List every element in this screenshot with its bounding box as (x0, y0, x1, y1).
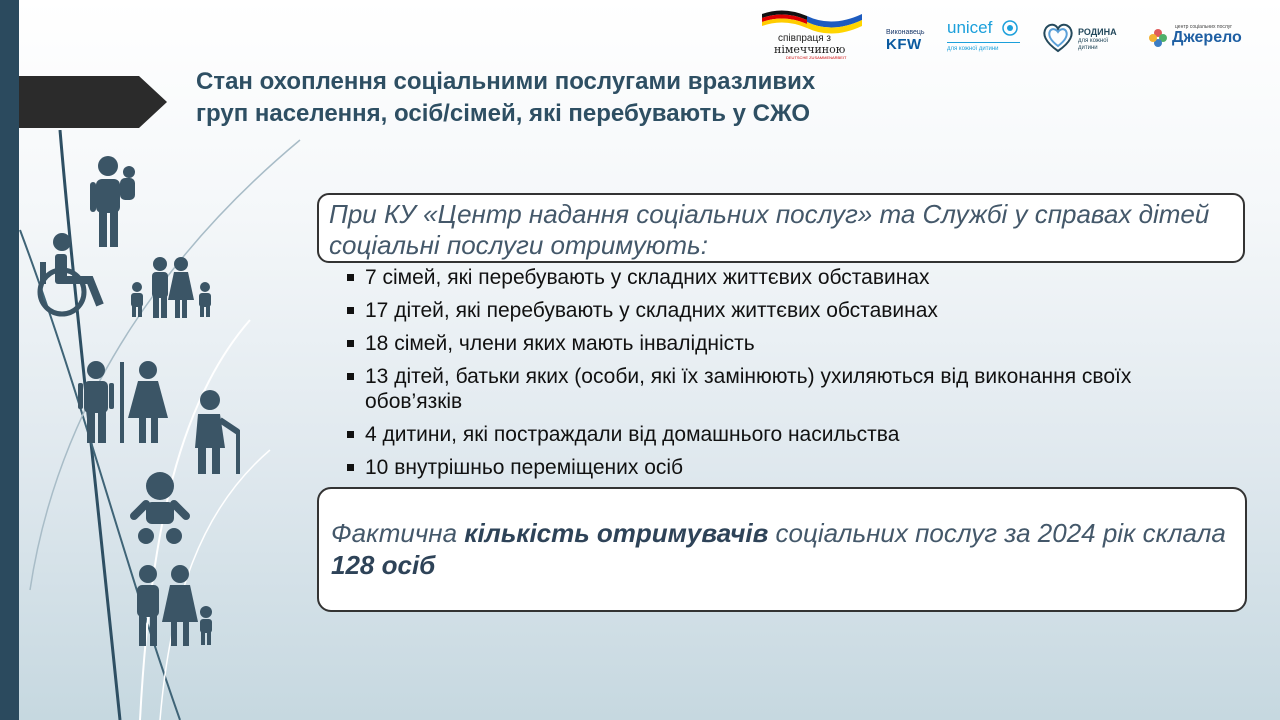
list-item: 17 дітей, які перебувають у складних життєвих обставинах (347, 298, 1227, 323)
kfw-logo-caption: Виконавець (886, 29, 925, 36)
unicef-logo-name: unicef (947, 18, 993, 37)
rodyna-logo-name: РОДИНА (1078, 27, 1117, 37)
list-item: 18 сімей, члени яких мають інвалідність (347, 331, 1227, 356)
adult-with-baby-icon (90, 156, 135, 247)
title-line-1: Стан охоплення соціальними послугами вразливих (196, 68, 816, 95)
summary-bold-recipients: кількість отримувачів (464, 518, 769, 548)
recipients-list (347, 265, 1227, 488)
baby-icon (134, 472, 186, 544)
elderly-person-with-cane-icon (195, 390, 240, 474)
germany-logo-line1: співпраця з (778, 33, 831, 44)
title-line-2: груп населення, осіб/сімей, які перебувають у СЖО (196, 100, 811, 127)
dzherelo-logo-caption: центр соціальних послуг (1175, 24, 1233, 30)
partner-logos (756, 0, 1276, 60)
list-item: 10 внутрішньо переміщених осіб (347, 455, 1227, 480)
intro-text: При КУ «Центр надання соціальних послуг» та Службі у справах дітей соціальні послуги отримують: (329, 199, 1210, 260)
list-item: 13 дітей, батьки яких (особи, які їх замінюють) ухиляються від виконання своїх обов’язків (347, 364, 1227, 414)
summary-box (317, 487, 1247, 612)
unicef-logo-tagline: для кожної дитини (947, 46, 999, 52)
intro-box (317, 193, 1245, 263)
summary-part-1: Фактична (331, 518, 465, 548)
germany-logo-line2: німеччиною (774, 43, 846, 56)
dzherelo-logo-name: Джерело (1172, 29, 1242, 46)
wheelchair-user-icon (40, 233, 100, 314)
germany-logo-line3: DEUTSCHE ZUSAMMENARBEIT (786, 55, 847, 60)
unicef-globe-icon (1002, 20, 1018, 36)
unicef-logo-divider (947, 42, 1020, 43)
heart-icon (1041, 20, 1075, 54)
restroom-man-woman-icon (78, 361, 168, 443)
summary-text (331, 517, 1233, 581)
family-with-children-icon (131, 257, 211, 318)
summary-bold-total: 128 осіб (331, 550, 436, 580)
kfw-logo-name: KFW (886, 36, 922, 53)
rodyna-logo-tagline: для кожної дитини (1078, 38, 1109, 51)
parents-with-child-icon (137, 565, 212, 646)
list-item: 7 сімей, які перебувають у складних життєвих обставинах (347, 265, 1227, 290)
flower-icon (1148, 28, 1168, 48)
list-item: 4 дитини, які постраждали від домашнього насильства (347, 422, 1227, 447)
summary-part-2: соціальних послуг за 2024 рік склала (768, 518, 1226, 548)
people-icons-group (0, 0, 320, 720)
